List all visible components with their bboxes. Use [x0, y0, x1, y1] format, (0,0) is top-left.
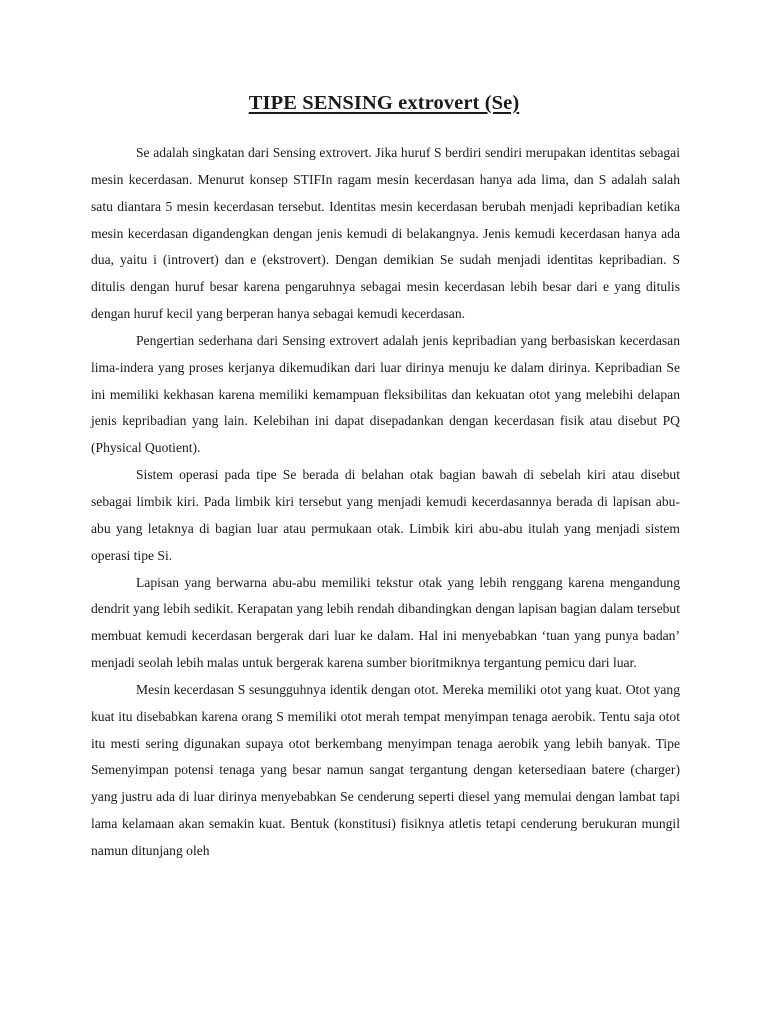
document-title: TIPE SENSING extrovert (Se) — [248, 92, 520, 114]
paragraph: Sistem operasi pada tipe Se berada di belahan otak bagian bawah di sebelah kiri atau disebut sebagai limbik kiri. Pada limbik kiri tersebut yang menjadi kemudi kecerdasannya berada di lapisan abu-abu yang letaknya di bagian luar atau permukaan otak. Limbik kiri abu-abu itulah yang menjadi sistem operasi tipe Si. — [91, 467, 680, 563]
paragraph: Pengertian sederhana dari Sensing extrovert adalah jenis kepribadian yang berbasiskan kecerdasan lima-indera yang proses kerjanya dikemudikan dari luar dirinya menuju ke dalam dirinya. Kepribadian Se ini memiliki kekhasan karena memiliki kemampuan fleksibilitas dan kekuatan otot yang melebihi delapan jenis kepribadian yang lain. Kelebihan ini dapat disepadankan dengan kecerdasan fisik atau disebut PQ (Physical Quotient). — [91, 332, 680, 456]
document-body — [91, 140, 680, 865]
paragraph: Se adalah singkatan dari Sensing extrovert. Jika huruf S berdiri sendiri merupakan identitas sebagai mesin kecerdasan. Menurut konsep STIFIn ragam mesin kecerdasan hanya ada lima, dan S adalah salah satu diantara 5 mesin kecerdasan tersebut. Identitas mesin kecerdasan berubah menjadi kepribadian ketika mesin kecerdasan digandengkan dengan jenis kemudi di belakangnya. Jenis kemudi kecerdasan hanya ada dua, yaitu i (introvert) dan e (ekstrovert). Dengan demikian Se sudah menjadi identitas kepribadian. S ditulis dengan huruf besar karena pengaruhnya sebagai mesin kecerdasan lebih besar dari e yang ditulis dengan huruf kecil yang berperan hanya sebagai kemudi kecerdasan. — [91, 145, 680, 322]
paragraph: Lapisan yang berwarna abu-abu memiliki tekstur otak yang lebih renggang karena mengandung dendrit yang lebih sedikit. Kerapatan yang lebih rendah dibandingkan dengan lapisan bagian dalam tersebut membuat kemudi kecerdasan bergerak dari luar ke dalam. Hal ini menyebabkan ‘tuan yang punya badan’ menjadi seolah lebih malas untuk bergerak karena sumber bioritmiknya tergantung pemicu dari luar. — [91, 574, 680, 671]
paragraph: Mesin kecerdasan S sesungguhnya identik dengan otot. Mereka memiliki otot yang kuat. Otot yang kuat itu disebabkan karena orang S memiliki otot merah tempat menyimpan tenaga aerobik. Tentu saja otot itu mesti sering digunakan supaya otot berkembang menyimpan tenaga aerobik yang lebih banyak. Tipe Semenyimpan potensi tenaga yang besar namun sangat tergantung dengan ketersediaan batere (charger) yang justru ada di luar dirinya menyebabkan Se cenderung seperti diesel yang memulai dengan lambat tapi lama kelamaan akan semakin kuat. Bentuk (konstitusi) fisiknya atletis tetapi cenderung berukuran mungil namun ditunjang oleh — [91, 681, 680, 858]
